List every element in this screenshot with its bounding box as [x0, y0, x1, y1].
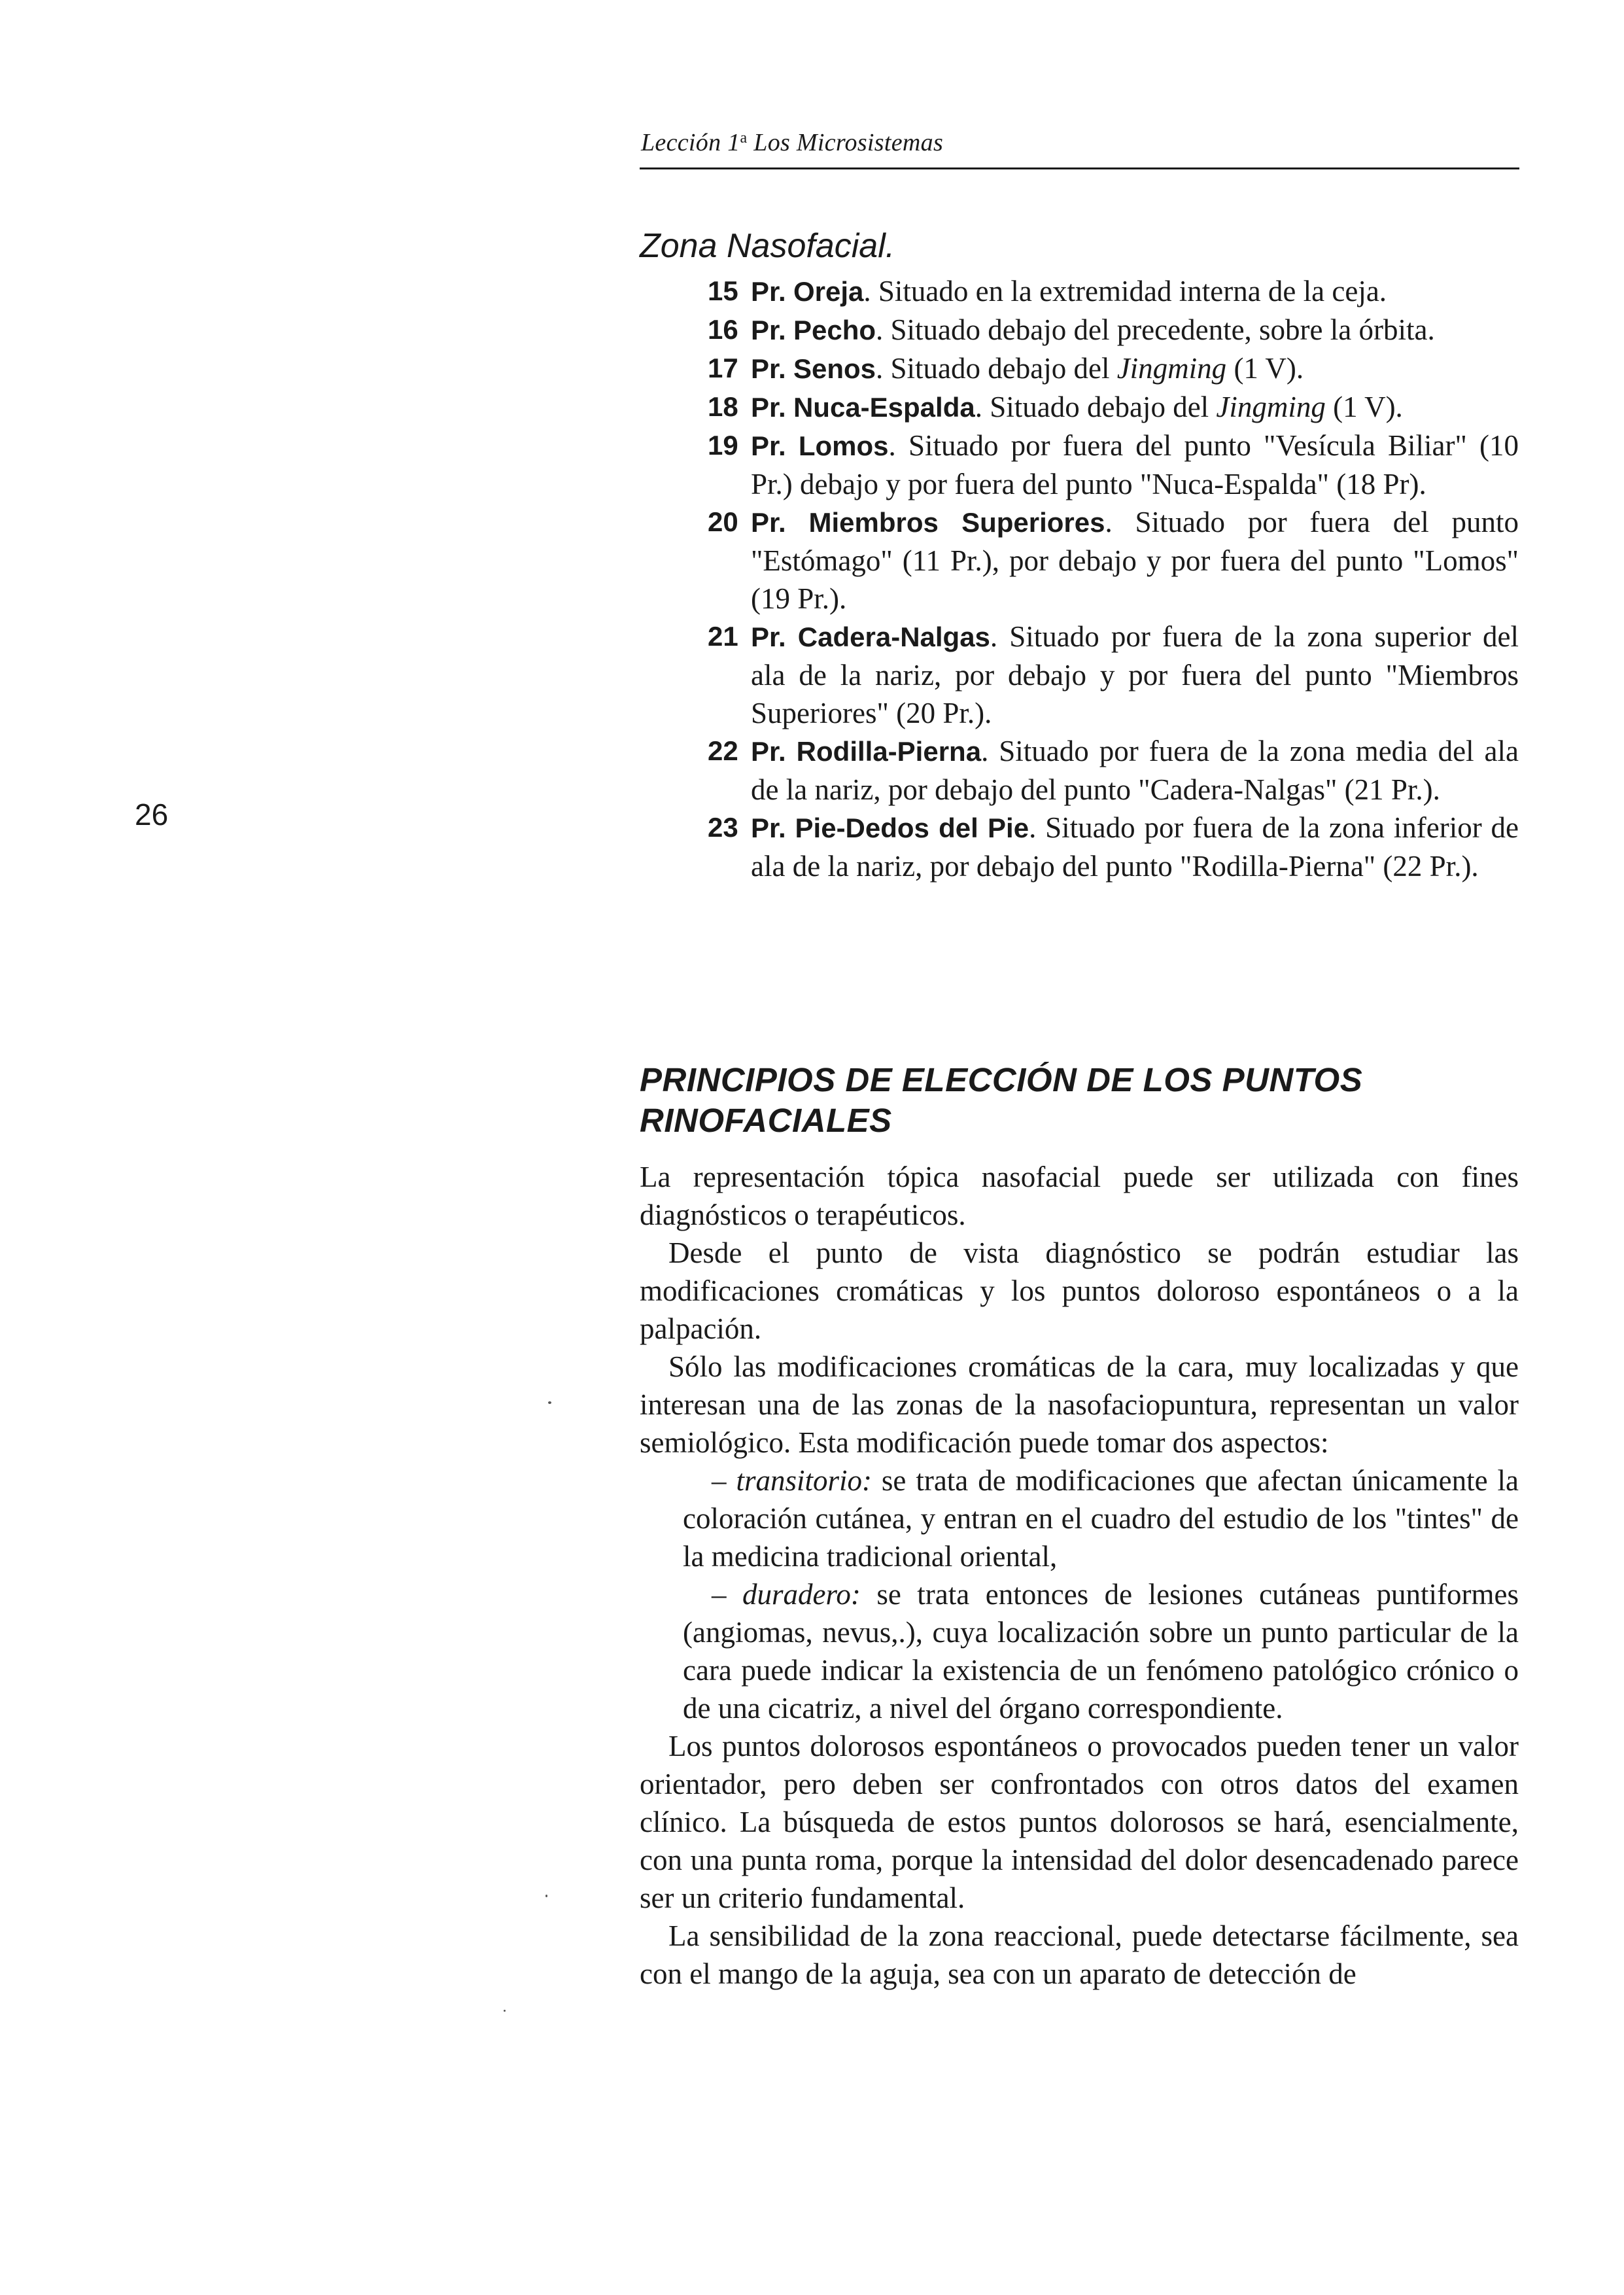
point-name: Oreja [793, 276, 864, 307]
point-abbr: Pr. [751, 736, 786, 767]
list-item [708, 618, 1519, 732]
point-abbr: Pr. [751, 353, 786, 384]
point-abbr: Pr. [751, 392, 786, 423]
paragraph: La representación tópica nasofacial puede ser utilizada con fines diagnósticos o terapéuticos. [640, 1161, 1519, 1231]
point-number: 21 [708, 621, 738, 652]
point-number: 17 [708, 353, 738, 383]
point-number: 22 [708, 735, 738, 766]
point-name: Cadera-Nalgas [797, 622, 990, 652]
point-name: Nuca-Espalda [793, 392, 975, 423]
list-item [708, 311, 1519, 349]
item-text: se trata de modificaciones que afectan únicamente la coloración cutánea, y entran en el cuadro del estudio de los "tintes" de la medicina tradicional oriental, [683, 1464, 1519, 1573]
point-name: Miembros Superiores [808, 507, 1105, 538]
lesson-title: Los Microsistemas [753, 129, 944, 156]
list-item [708, 427, 1519, 503]
list-item [708, 732, 1519, 809]
list-item: – duradero: se trata entonces de lesiones cutáneas puntiformes (angiomas, nevus,.), cuya localización sobre un punto particular de la cara puede indicar la existencia de un fenómeno patológico crónico o de una cicatriz, a nivel del órgano correspondiente. [683, 1578, 1519, 1725]
point-abbr: Pr. [751, 315, 786, 345]
point-desc-italic: Jingming [1116, 352, 1227, 385]
point-desc: . Situado por fuera del punto "Vesícula Biliar" (10 Pr.) debajo y por fuera del punto "Nuca-Espalda" (18 Pr). [751, 429, 1519, 500]
point-number: 15 [708, 275, 738, 306]
scan-speck [545, 1895, 547, 1897]
section-title: Zona Nasofacial. [640, 227, 895, 265]
point-name: Lomos [798, 430, 889, 461]
list-item: – transitorio: se trata de modificaciones que afectan únicamente la coloración cutánea, y entran en el cuadro del estudio de los "tintes" de la medicina tradicional oriental, [683, 1464, 1519, 1573]
point-abbr: Pr. [751, 813, 786, 843]
point-desc: . Situado debajo del [876, 352, 1117, 385]
point-abbr: Pr. [751, 507, 786, 538]
point-abbr: Pr. [751, 622, 786, 652]
list-item [708, 388, 1519, 427]
point-name: Pie-Dedos del Pie [795, 813, 1029, 843]
point-desc: . Situado en la extremidad interna de la ceja. [863, 275, 1387, 307]
paragraph: Los puntos dolorosos espontáneos o provocados pueden tener un valor orientador, pero deben ser confrontados con otros datos del examen clínico. La búsqueda de estos puntos dolorosos se hará, esencialmente, con una punta roma, porque la intensidad del dolor desencadenado parece ser un criterio fundamental. [640, 1730, 1519, 1914]
point-desc: . Situado por fuera del punto "Estómago" (11 Pr.), por debajo y por fuera del punto "Lomos" (19 Pr.). [751, 506, 1519, 615]
point-number: 19 [708, 430, 738, 461]
point-desc: . Situado por fuera de la zona superior del ala de la nariz, por debajo y por fuera del punto "Miembros Superiores" (20 Pr.). [751, 620, 1519, 729]
lesson-superscript: a [740, 130, 748, 147]
point-name: Pecho [793, 315, 876, 345]
paragraph: Sólo las modificaciones cromáticas de la cara, muy localizadas y que interesan una de las zonas de la nasofaciopuntura, representan un valor semiológico. Esta modificación puede tomar dos aspectos: [640, 1350, 1519, 1459]
list-item [708, 809, 1519, 885]
list-item [708, 272, 1519, 311]
point-desc-italic: Jingming [1216, 391, 1326, 423]
header-rule [640, 167, 1519, 169]
item-text: se trata entonces de lesiones cutáneas puntiformes (angiomas, nevus,.), cuya localización sobre un punto particular de la cara puede indicar la existencia de un fenómeno patológico crónico o de una cicatriz, a nivel del órgano correspondiente. [683, 1578, 1519, 1725]
lesson-label: Lección 1 [641, 129, 740, 156]
point-desc: . Situado por fuera de la zona media del ala de la nariz, por debajo del punto "Cadera-Nalgas" (21 Pr.). [751, 735, 1519, 806]
point-number: 18 [708, 391, 738, 422]
point-desc: . Situado por fuera de la zona inferior de ala de la nariz, por debajo del punto "Rodilla-Pierna" (22 Pr.). [751, 811, 1519, 883]
page-number: 26 [135, 797, 169, 832]
list-item [708, 503, 1519, 618]
point-number: 20 [708, 506, 738, 537]
point-name: Senos [793, 353, 876, 384]
scan-speck [548, 1401, 551, 1404]
paragraph: Desde el punto de vista diagnóstico se podrán estudiar las modificaciones cromáticas y los puntos doloroso espontáneos o a la palpación. [640, 1236, 1519, 1345]
point-desc: . Situado debajo del [975, 391, 1217, 423]
item-label: duradero: [742, 1578, 861, 1611]
point-number: 16 [708, 314, 738, 345]
point-list [708, 272, 1519, 885]
point-name: Rodilla-Pierna [796, 736, 982, 767]
point-desc-end: (1 V). [1226, 352, 1304, 385]
running-header [641, 128, 943, 157]
item-label: transitorio: [736, 1464, 872, 1497]
paragraph: La sensibilidad de la zona reaccional, puede detectarse fácilmente, sea con el mango de la aguja, sea con un aparato de detección de [640, 1919, 1519, 1990]
principios-body [640, 1158, 1519, 1993]
point-abbr: Pr. [751, 276, 786, 307]
point-desc-end: (1 V). [1325, 391, 1403, 423]
point-desc: . Situado debajo del precedente, sobre la órbita. [876, 313, 1435, 346]
list-item [708, 349, 1519, 388]
point-abbr: Pr. [751, 430, 786, 461]
principios-heading: PRINCIPIOS DE ELECCIÓN DE LOS PUNTOS RINOFACIALES [640, 1061, 1363, 1139]
point-number: 23 [708, 812, 738, 843]
scan-speck [504, 2010, 506, 2012]
